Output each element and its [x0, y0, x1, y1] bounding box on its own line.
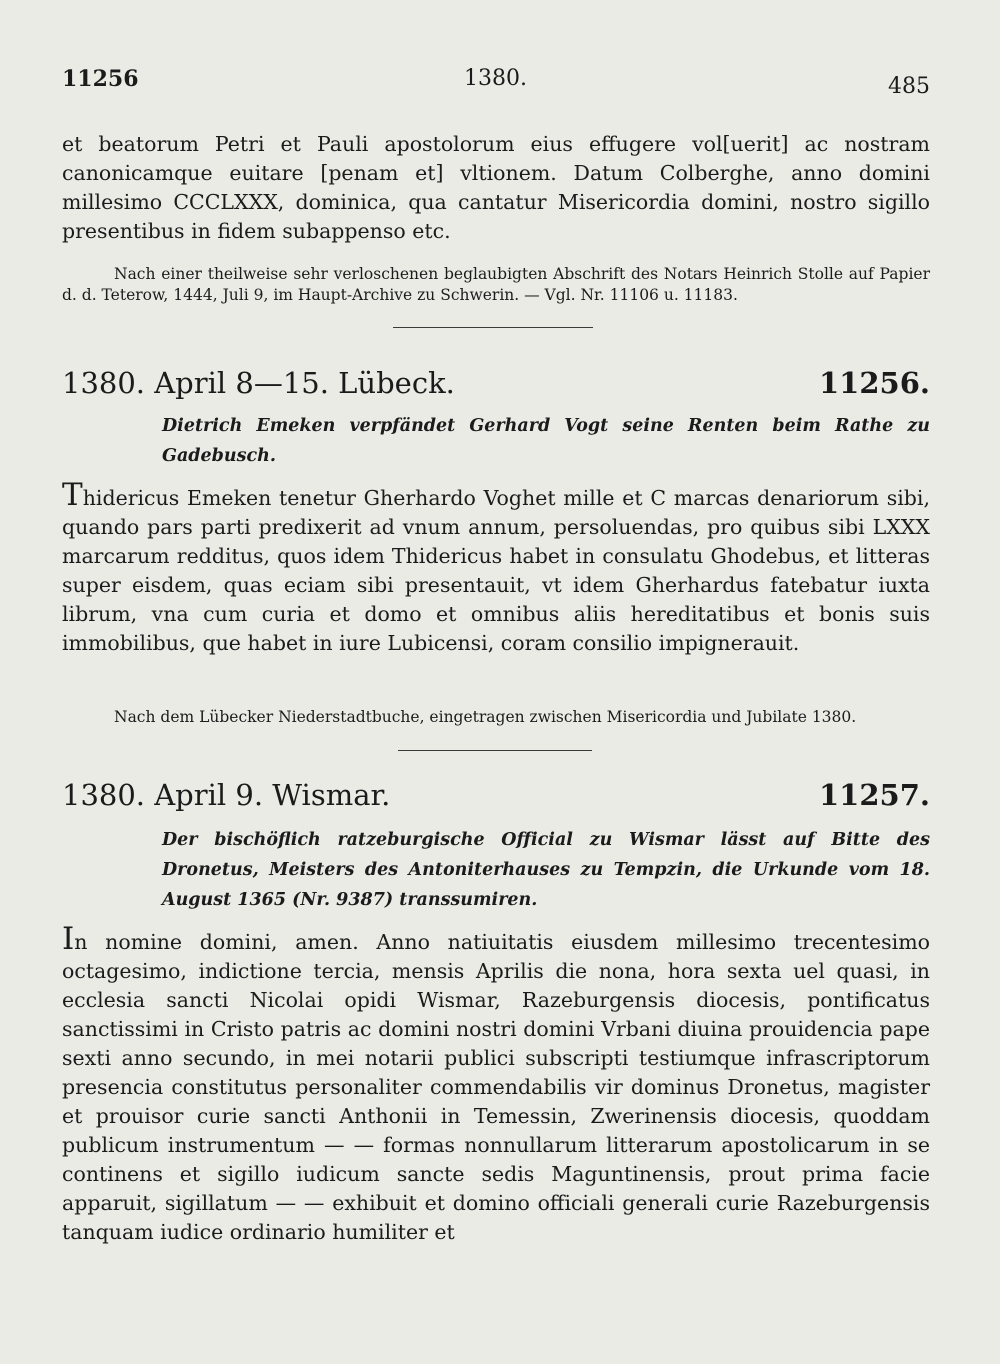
section-divider	[393, 327, 593, 328]
entry-text	[62, 477, 930, 658]
entry-date-place: 1380. April 9. Wismar.	[62, 778, 391, 812]
entry-number: 11257.	[819, 778, 930, 812]
continuation-text-block	[62, 130, 930, 246]
section-divider	[398, 750, 592, 751]
continuation-source-note: Nach einer theilweise sehr verloschenen beglaubigten Abschrift des Notars Heinrich Stolle auf Papier d. d. Teterow, 1444, Juli 9, im Haupt-Archive zu Schwerin. — Vgl. Nr. 11106 u. 11183.	[62, 265, 930, 304]
initial-letter: I	[62, 921, 75, 957]
entry-note-block	[62, 707, 930, 728]
initial-letter: T	[62, 477, 83, 513]
entry-text-body: n nomine domini, amen. Anno natiuitatis eiusdem millesimo trecentesimo octagesimo, indictione tercia, mensis Aprilis die nona, hora sexta uel quasi, in ecclesia sancti Nicolai opidi Wismar, Razeburgensis diocesis, pontificatus sanctissimi in Cristo patris ac domini nostri domini Vrbani diuina prouidencia pape sexti anno secundo, in mei notarii publici subscripti testiumque infrascriptorum presencia constitutus personaliter commendabilis vir dominus Dronetus, magister et prouisor curie sancti Anthonii in Temessin, Zwerinensis diocesis, quoddam publicum instrumentum — — formas nonnullarum litterarum apostolicarum in se continens et sigillo iudicum sancte sedis Maguntinensis, prout prima facie apparuit, sigillatum — — exhibuit et domino officiali generali curie Razeburgensis tanquam iudice ordinario humiliter et	[62, 930, 930, 1244]
entry-summary: Der bischöflich ratzeburgische Official zu Wismar lässt auf Bitte des Dronetus, Meisters des Antoniterhauses zu Tempzin, die Urkunde vom 18. August 1365 (Nr. 9387) transsumiren.	[162, 830, 930, 910]
entry-text-block	[62, 921, 930, 1247]
entry-summary: Dietrich Emeken verpfändet Gerhard Vogt seine Renten beim Rathe zu Gadebusch.	[162, 416, 930, 466]
entry-date-place: 1380. April 8—15. Lübeck.	[62, 366, 455, 400]
header-year: 1380.	[464, 66, 527, 91]
header-document-number: 11256	[62, 66, 139, 92]
entry-text-block	[62, 477, 930, 658]
entry-number: 11256.	[819, 366, 930, 400]
page-number: 485	[888, 74, 930, 99]
entry-heading	[62, 366, 930, 410]
entry-source-note: Nach dem Lübecker Niederstadtbuche, eingetragen zwischen Misericordia und Jubilate 1380.	[114, 708, 857, 726]
entry-heading	[62, 778, 930, 822]
entry-text-body: hidericus Emeken tenetur Gherhardo Voghet mille et C marcas denariorum sibi, quando pars parti predixerit ad vnum annum, persoluendas, pro quibus sibi LXXX marcarum redditus, quos idem Thidericus habet in consulatu Ghodebus, et litteras super eisdem, quas eciam sibi presentauit, vt idem Gherhardus fatebatur iuxta librum, vna cum curia et domo et omnibus aliis hereditatibus et bonis suis immobilibus, que habet in iure Lubicensi, coram consilio impignerauit.	[62, 486, 930, 655]
continuation-text: et beatorum Petri et Pauli apostolorum eius effugere vol[uerit] ac nostram canonicamque euitare [penam et] vltionem. Datum Colberghe, anno domini millesimo CCCLXXX, dominica, qua cantatur Misericordia domini, nostro sigillo presentibus in fidem subappenso etc.	[62, 132, 930, 243]
entry-text	[62, 921, 930, 1247]
continuation-note-block	[62, 264, 930, 306]
running-header	[62, 66, 930, 100]
